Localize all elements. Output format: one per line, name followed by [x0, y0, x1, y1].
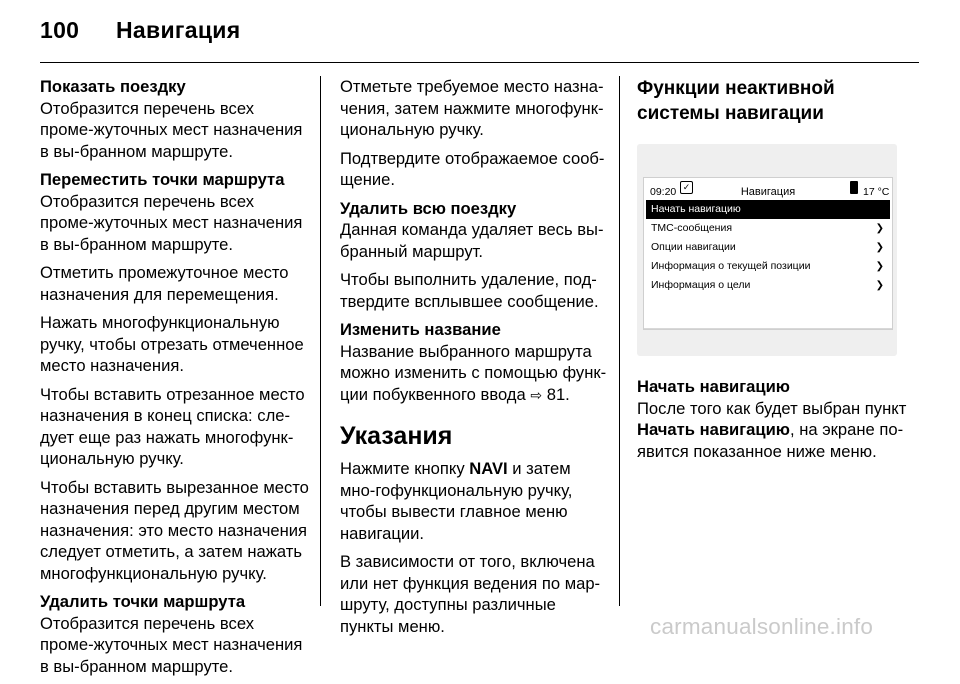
start-nav-key-label: Начать навигацию: [637, 420, 790, 439]
subheading-show-trip: Показать поездку: [40, 77, 186, 96]
chevron-right-icon: ❯: [875, 280, 884, 291]
text: и затем мно-гофункциональную ручку, чтобы вывести главное меню навигации.: [340, 459, 573, 543]
paragraph: Название выбранного маршрута можно изменить с помощью функ-ции побуквенного ввода: [340, 341, 607, 404]
header-divider: [40, 62, 919, 63]
chevron-right-icon: ❯: [875, 223, 884, 234]
subheading-rename: Изменить название: [340, 320, 501, 339]
display-menu-item-label: Информация о цели: [651, 279, 751, 291]
column-left: [40, 76, 310, 684]
paragraph: Подтвердите отображаемое сооб-щение.: [340, 148, 605, 189]
paragraph: Отобразится перечень всех проме-жуточных мест назначения в вы-бранном маршруте.: [40, 191, 303, 254]
page-number: 100: [40, 17, 80, 43]
display-menu-item[interactable]: [646, 257, 890, 276]
paragraph: [340, 458, 610, 544]
paragraph: Данная команда удаляет весь вы-бранный маршрут.: [340, 220, 604, 261]
text: После того как будет выбран пункт: [637, 398, 907, 418]
column-right: [637, 76, 922, 469]
paragraph: Отметьте требуемое место назна-чения, затем нажмите многофунк-циональную ручку.: [340, 77, 604, 139]
column-middle: [340, 76, 610, 644]
page-reference-arrow-icon: ⇨: [530, 387, 543, 404]
subheading-delete-points: Удалить точки маршрута: [40, 592, 246, 611]
display-menu-item-label: Опции навигации: [651, 241, 736, 253]
page-title: Навигация: [116, 17, 241, 43]
display-temperature: 17 °C: [863, 186, 890, 198]
paragraph: Отметить промежуточное место назначения для перемещения.: [40, 263, 289, 304]
display-menu-item[interactable]: [646, 219, 890, 238]
subheading-move-points: Переместить точки маршрута: [40, 170, 285, 189]
display-menu-item[interactable]: [646, 200, 890, 219]
display-menu-item-label: Информация о текущей позиции: [651, 260, 811, 272]
nav-display: [643, 177, 893, 330]
thermometer-icon: [850, 181, 858, 194]
display-menu: [646, 200, 890, 295]
chevron-right-icon: ❯: [875, 261, 884, 272]
display-status-bar: [644, 178, 892, 198]
watermark: carmanualsonline.info: [650, 614, 874, 639]
display-menu-item[interactable]: [646, 238, 890, 257]
page-header: [0, 0, 960, 64]
column-divider: [320, 76, 321, 606]
screen-illustration: [637, 144, 897, 356]
paragraph: Чтобы выполнить удаление, под-твердите всплывшее сообщение.: [340, 270, 599, 311]
subheading-delete-trip: Удалить всю поездку: [340, 198, 517, 218]
paragraph: Отобразится перечень всех проме-жуточных мест назначения в вы-бранном маршруте.: [40, 613, 303, 676]
display-menu-item[interactable]: [646, 276, 890, 295]
subheading-start-nav: Начать навигацию: [637, 377, 790, 396]
text: , на экране по-явится показанное ниже меню.: [637, 420, 904, 461]
display-menu-item-label: TMC-сообщения: [651, 222, 733, 234]
display-menu-item-label: Начать навигацию: [651, 203, 741, 215]
display-title: Навигация: [740, 186, 796, 198]
column-divider: [619, 76, 620, 606]
navi-key-label: NAVI: [469, 459, 508, 478]
display-clock: 09:20: [650, 186, 677, 198]
page-reference-link[interactable]: 81.: [546, 384, 570, 404]
paragraph: Чтобы вставить вырезанное место назначения перед другим местом назначения: это место назначения следует отметить, а затем нажать многофункциональную ручку.: [40, 477, 309, 583]
section-heading-notes: Указания: [340, 422, 453, 450]
text: Нажмите кнопку: [340, 459, 465, 478]
paragraph: В зависимости от того, включена или нет функция ведения по мар-шруту, доступны различные пункты меню.: [340, 552, 601, 636]
paragraph: Чтобы вставить отрезанное место назначения в конец списка: сле-дует еще раз нажать многофунк-циональную ручку.: [40, 384, 305, 468]
section-heading-inactive-nav: Функции неактивной системы навигации: [637, 78, 835, 124]
display-divider: [644, 328, 892, 329]
chevron-right-icon: ❯: [875, 242, 884, 253]
paragraph: Отобразится перечень всех проме-жуточных мест назначения в вы-бранном маршруте.: [40, 98, 303, 161]
checkbox-icon: ✓: [680, 181, 693, 194]
paragraph: Нажать многофункциональную ручку, чтобы отрезать отмеченное место назначения.: [40, 313, 304, 375]
